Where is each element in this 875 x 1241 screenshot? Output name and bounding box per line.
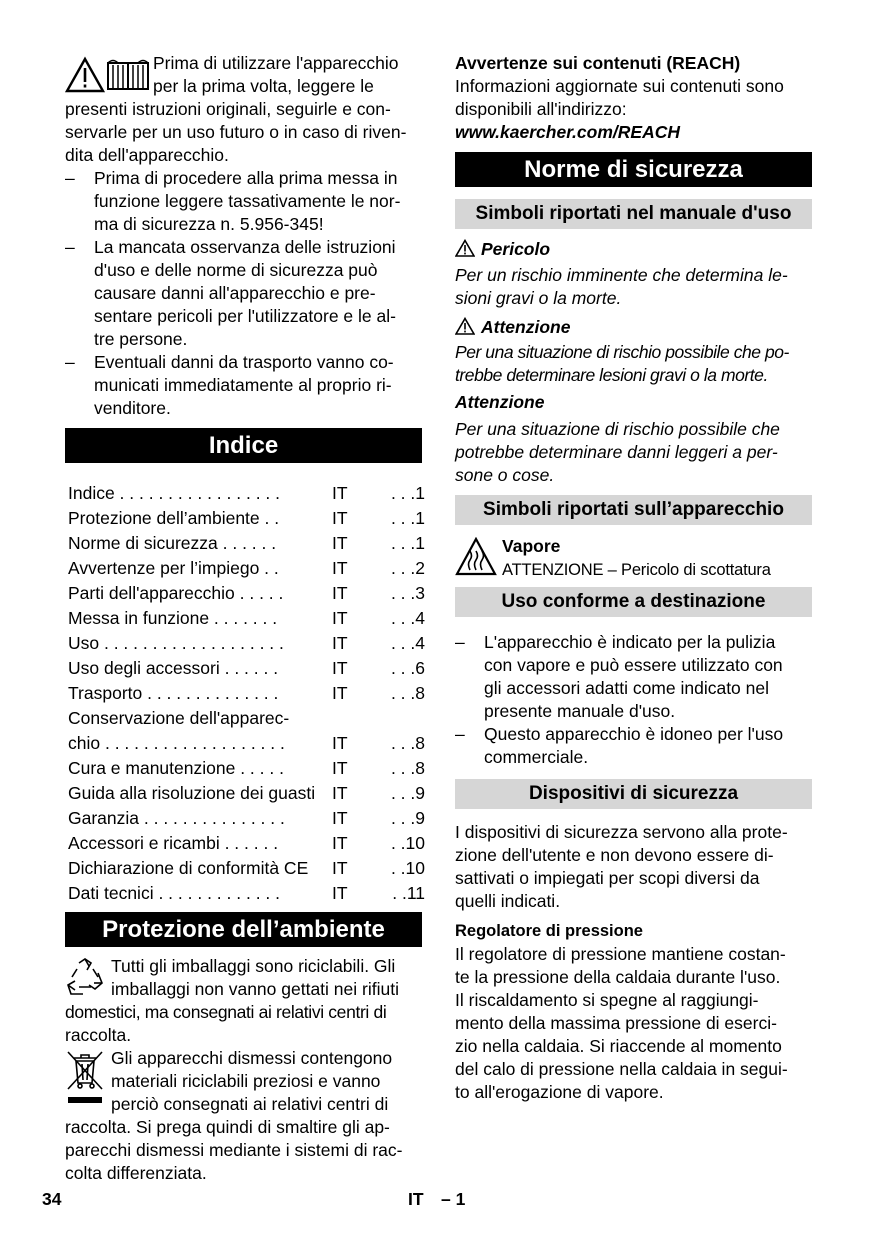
recycle-line: domestici, ma consegnati ai relativi centri di <box>65 1002 387 1022</box>
toc-row <box>68 681 425 706</box>
toc-entry-page: . . .8 <box>390 758 425 778</box>
toc-entry-page: . . .6 <box>390 658 425 678</box>
toc-entry-lang: IT <box>332 883 348 903</box>
dash-bullet: – <box>65 352 75 372</box>
list-line: commerciale. <box>484 747 589 767</box>
disposal-line: materiali riciclabili preziosi e vanno <box>111 1071 381 1091</box>
subsection-title-simboli-manuale: Simboli riportati nel manuale d'uso <box>455 199 812 229</box>
toc-entry-name: Cura e manutenzione . . . . . <box>68 758 284 778</box>
attenzione-line: Per una situazione di rischio possibile che po- <box>455 342 789 362</box>
toc-entry-lang: IT <box>332 683 348 703</box>
toc-entry-page: . . .1 <box>390 508 425 528</box>
attenzione-heading <box>455 316 812 339</box>
toc-entry-page: . .11 <box>392 883 425 903</box>
section-title-indice: Indice <box>65 428 422 463</box>
disposal-line: raccolta. Si prega quindi di smaltire gli ap- <box>65 1117 390 1137</box>
toc-entry-page: . . .8 <box>390 733 425 753</box>
toc-entry-name: Uso . . . . . . . . . . . . . . . . . . . <box>68 633 284 653</box>
toc-entry-lang: IT <box>332 483 348 503</box>
toc-entry-lang: IT <box>332 633 348 653</box>
subsection-title-simboli-apparecchio: Simboli riportati sull’apparecchio <box>455 495 812 525</box>
subsection-title-uso-conforme: Uso conforme a destinazione <box>455 587 812 617</box>
toc-row <box>68 481 425 506</box>
disposal-line: parecchi dismessi mediante i sistemi di rac- <box>65 1140 403 1160</box>
intro-line: servarle per un uso futuro o in caso di riven- <box>65 122 407 142</box>
disposal-line: colta differenziata. <box>65 1163 207 1183</box>
page-number: 34 <box>42 1189 62 1209</box>
toc-entry-lang: IT <box>332 608 348 628</box>
toc-entry-page: . . .1 <box>390 533 425 553</box>
regolatore-line: Il regolatore di pressione mantiene costan- <box>455 944 786 964</box>
regolatore-line: Il riscaldamento si spegne al raggiungi- <box>455 990 759 1010</box>
disposal-block <box>65 1047 422 1185</box>
uso-dash-list <box>455 631 812 769</box>
toc-entry-page: . .10 <box>390 858 425 878</box>
crossed-bin-icon <box>65 1049 105 1111</box>
reach-url: www.kaercher.com/REACH <box>455 122 680 142</box>
right-column <box>455 52 812 1104</box>
list-line: con vapore e può essere utilizzato con <box>484 655 783 675</box>
toc-row <box>68 781 425 806</box>
toc-entry-lang: IT <box>332 533 348 553</box>
attenzione-lieve-line: potrebbe determinare danni leggeri a per- <box>455 442 778 462</box>
reach-line: Informazioni aggiornate sui contenuti sono <box>455 76 784 96</box>
list-item <box>455 723 812 769</box>
regolatore-title: Regolatore di pressione <box>455 922 643 940</box>
toc-entry-page: . . .9 <box>390 808 425 828</box>
toc-entry-name: Garanzia . . . . . . . . . . . . . . . <box>68 808 285 828</box>
toc-entry-page: . . .8 <box>390 683 425 703</box>
attenzione-text <box>455 341 812 387</box>
toc-entry-lang: IT <box>332 733 348 753</box>
intro-dash-list <box>65 167 422 420</box>
pericolo-line: Per un rischio imminente che determina le- <box>455 265 788 285</box>
toc-row <box>68 581 425 606</box>
dispositivi-text <box>455 821 812 913</box>
toc-entry-page: . . .4 <box>390 633 425 653</box>
toc-entry-page: . . .1 <box>390 483 425 503</box>
pericolo-label: Pericolo <box>481 239 551 259</box>
hot-steam-warning-icon <box>455 537 497 577</box>
footer-sub-page: – 1 <box>441 1189 466 1209</box>
disposal-line: perciò consegnati ai relativi centri di <box>111 1094 389 1114</box>
regolatore-line: zio nella caldaia. Si riaccende al momento <box>455 1036 782 1056</box>
footer-lang: IT <box>408 1189 424 1209</box>
intro-line: presenti istruzioni originali, seguirle e con- <box>65 99 391 119</box>
attenzione-lieve-heading: Attenzione <box>455 392 545 412</box>
dash-bullet: – <box>65 237 75 257</box>
toc-row <box>68 606 425 631</box>
section-title-norme-sicurezza: Norme di sicurezza <box>455 152 812 187</box>
toc-entry-page: . . .3 <box>390 583 425 603</box>
list-line: d'uso e delle norme di sicurezza può <box>94 260 378 280</box>
toc-entry-name: Avvertenze per l’impiego . . <box>68 558 279 578</box>
toc-entry-lang: IT <box>332 808 348 828</box>
warning-icon <box>455 239 475 257</box>
dispositivi-line: quelli indicati. <box>455 891 561 911</box>
toc-row <box>68 706 425 731</box>
dispositivi-line: zione dell'utente e non devono essere di- <box>455 845 774 865</box>
list-line: presente manuale d'uso. <box>484 701 676 721</box>
dispositivi-line: sattivati o impiegati per scopi diversi da <box>455 868 760 888</box>
toc-entry-name: Accessori e ricambi . . . . . . <box>68 833 279 853</box>
reach-title: Avvertenze sui contenuti (REACH) <box>455 53 741 73</box>
recycle-icon <box>65 957 105 997</box>
toc-entry-page: . . .2 <box>390 558 425 578</box>
attenzione-line: trebbe determinare lesioni gravi o la morte. <box>455 365 768 385</box>
list-line: funzione leggere tassativamente le nor- <box>94 191 401 211</box>
reach-text <box>455 75 812 121</box>
toc-entry-lang: IT <box>332 858 348 878</box>
pericolo-text <box>455 264 812 310</box>
toc-row <box>68 806 425 831</box>
toc-row <box>68 756 425 781</box>
intro-line: per la prima volta, leggere le <box>153 76 374 96</box>
recycle-block <box>65 955 422 1047</box>
toc-entry-name: Uso degli accessori . . . . . . <box>68 658 279 678</box>
attenzione-lieve-line: Per una situazione di rischio possibile che <box>455 419 780 439</box>
toc-entry-name: Conservazione dell'apparec- <box>68 708 290 728</box>
toc-entry-lang: IT <box>332 583 348 603</box>
regolatore-line: mento della massima pressione di eserci- <box>455 1013 777 1033</box>
attenzione-label: Attenzione <box>481 317 571 337</box>
attenzione-lieve-text <box>455 418 812 487</box>
list-line: municati immediatamente al proprio ri- <box>94 375 392 395</box>
toc-entry-name: Guida alla risoluzione dei guasti <box>68 783 316 803</box>
toc-entry-lang: IT <box>332 658 348 678</box>
list-item <box>65 236 422 351</box>
recycle-line: Tutti gli imballaggi sono riciclabili. Gli <box>111 956 396 976</box>
vapore-text <box>502 535 771 582</box>
dash-bullet: – <box>455 724 465 744</box>
toc-entry-name: Norme di sicurezza . . . . . . <box>68 533 277 553</box>
warning-manual-icon <box>65 55 151 95</box>
toc-entry-name: Parti dell'apparecchio . . . . . <box>68 583 284 603</box>
subsection-title-dispositivi: Dispositivi di sicurezza <box>455 779 812 809</box>
list-line: sentare pericoli per l'utilizzatore e le al- <box>94 306 396 326</box>
pericolo-heading <box>455 238 812 261</box>
toc-row <box>68 856 425 881</box>
table-of-contents <box>68 481 425 906</box>
intro-line: Prima di utilizzare l'apparecchio <box>153 53 399 73</box>
toc-entry-lang <box>332 706 372 731</box>
toc-row <box>68 531 425 556</box>
section-title-protezione-ambiente: Protezione dell’ambiente <box>65 912 422 947</box>
toc-entry-name: Dichiarazione di conformità CE <box>68 858 309 878</box>
regolatore-line: to all'erogazione di vapore. <box>455 1082 664 1102</box>
vapore-warning: ATTENZIONE – Pericolo di scottatura <box>502 561 771 579</box>
list-line: causare danni all'apparecchio e pre- <box>94 283 376 303</box>
left-column <box>65 52 425 1185</box>
list-line: La mancata osservanza delle istruzioni <box>94 237 396 257</box>
toc-entry-name: Dati tecnici . . . . . . . . . . . . . <box>68 883 280 903</box>
list-item <box>455 631 812 723</box>
list-line: tre persone. <box>94 329 188 349</box>
regolatore-text <box>455 943 812 1104</box>
warning-icon <box>455 317 475 335</box>
list-line: gli accessori adatti come indicato nel <box>484 678 770 698</box>
toc-row <box>68 556 425 581</box>
pericolo-line: sioni gravi o la morte. <box>455 288 622 308</box>
toc-entry-name: Messa in funzione . . . . . . . <box>68 608 278 628</box>
vapore-block <box>455 535 812 581</box>
vapore-label: Vapore <box>502 536 561 556</box>
toc-row <box>68 631 425 656</box>
toc-entry-lang: IT <box>332 758 348 778</box>
dash-bullet: – <box>455 632 465 652</box>
toc-row <box>68 656 425 681</box>
toc-entry-lang: IT <box>332 833 348 853</box>
intro-line: dita dell'apparecchio. <box>65 145 229 165</box>
toc-row <box>68 881 425 906</box>
toc-entry-lang: IT <box>332 783 348 803</box>
toc-entry-lang: IT <box>332 508 348 528</box>
dash-bullet: – <box>65 168 75 188</box>
recycle-line: raccolta. <box>65 1025 132 1045</box>
toc-entry-page: . .10 <box>390 833 425 853</box>
regolatore-line: te la pressione della caldaia durante l'uso. <box>455 967 781 987</box>
toc-entry-page: . . .4 <box>390 608 425 628</box>
regolatore-line: del calo di pressione nella caldaia in segui- <box>455 1059 788 1079</box>
list-item <box>65 167 422 236</box>
toc-entry-lang: IT <box>332 558 348 578</box>
list-line: venditore. <box>94 398 171 418</box>
toc-row <box>68 831 425 856</box>
toc-entry-name: Protezione dell’ambiente . . <box>68 508 280 528</box>
toc-entry-name: chio . . . . . . . . . . . . . . . . . . . <box>68 733 285 753</box>
intro-block <box>65 52 422 167</box>
reach-line: disponibili all'indirizzo: <box>455 99 627 119</box>
list-item <box>65 351 422 420</box>
list-line: Prima di procedere alla prima messa in <box>94 168 398 188</box>
toc-entry-page: . . .9 <box>390 783 425 803</box>
dispositivi-line: I dispositivi di sicurezza servono alla prote- <box>455 822 788 842</box>
toc-entry-name: Indice . . . . . . . . . . . . . . . . . <box>68 483 281 503</box>
toc-row <box>68 506 425 531</box>
list-line: Eventuali danni da trasporto vanno co- <box>94 352 394 372</box>
toc-row <box>68 731 425 756</box>
recycle-line: imballaggi non vanno gettati nei rifiuti <box>111 979 399 999</box>
list-line: Questo apparecchio è idoneo per l'uso <box>484 724 784 744</box>
toc-entry-name: Trasporto . . . . . . . . . . . . . . <box>68 683 279 703</box>
toc-entry-page <box>372 706 425 731</box>
attenzione-lieve-line: sone o cose. <box>455 465 555 485</box>
list-line: ma di sicurezza n. 5.956-345! <box>94 214 324 234</box>
list-line: L'apparecchio è indicato per la pulizia <box>484 632 776 652</box>
disposal-line: Gli apparecchi dismessi contengono <box>111 1048 393 1068</box>
